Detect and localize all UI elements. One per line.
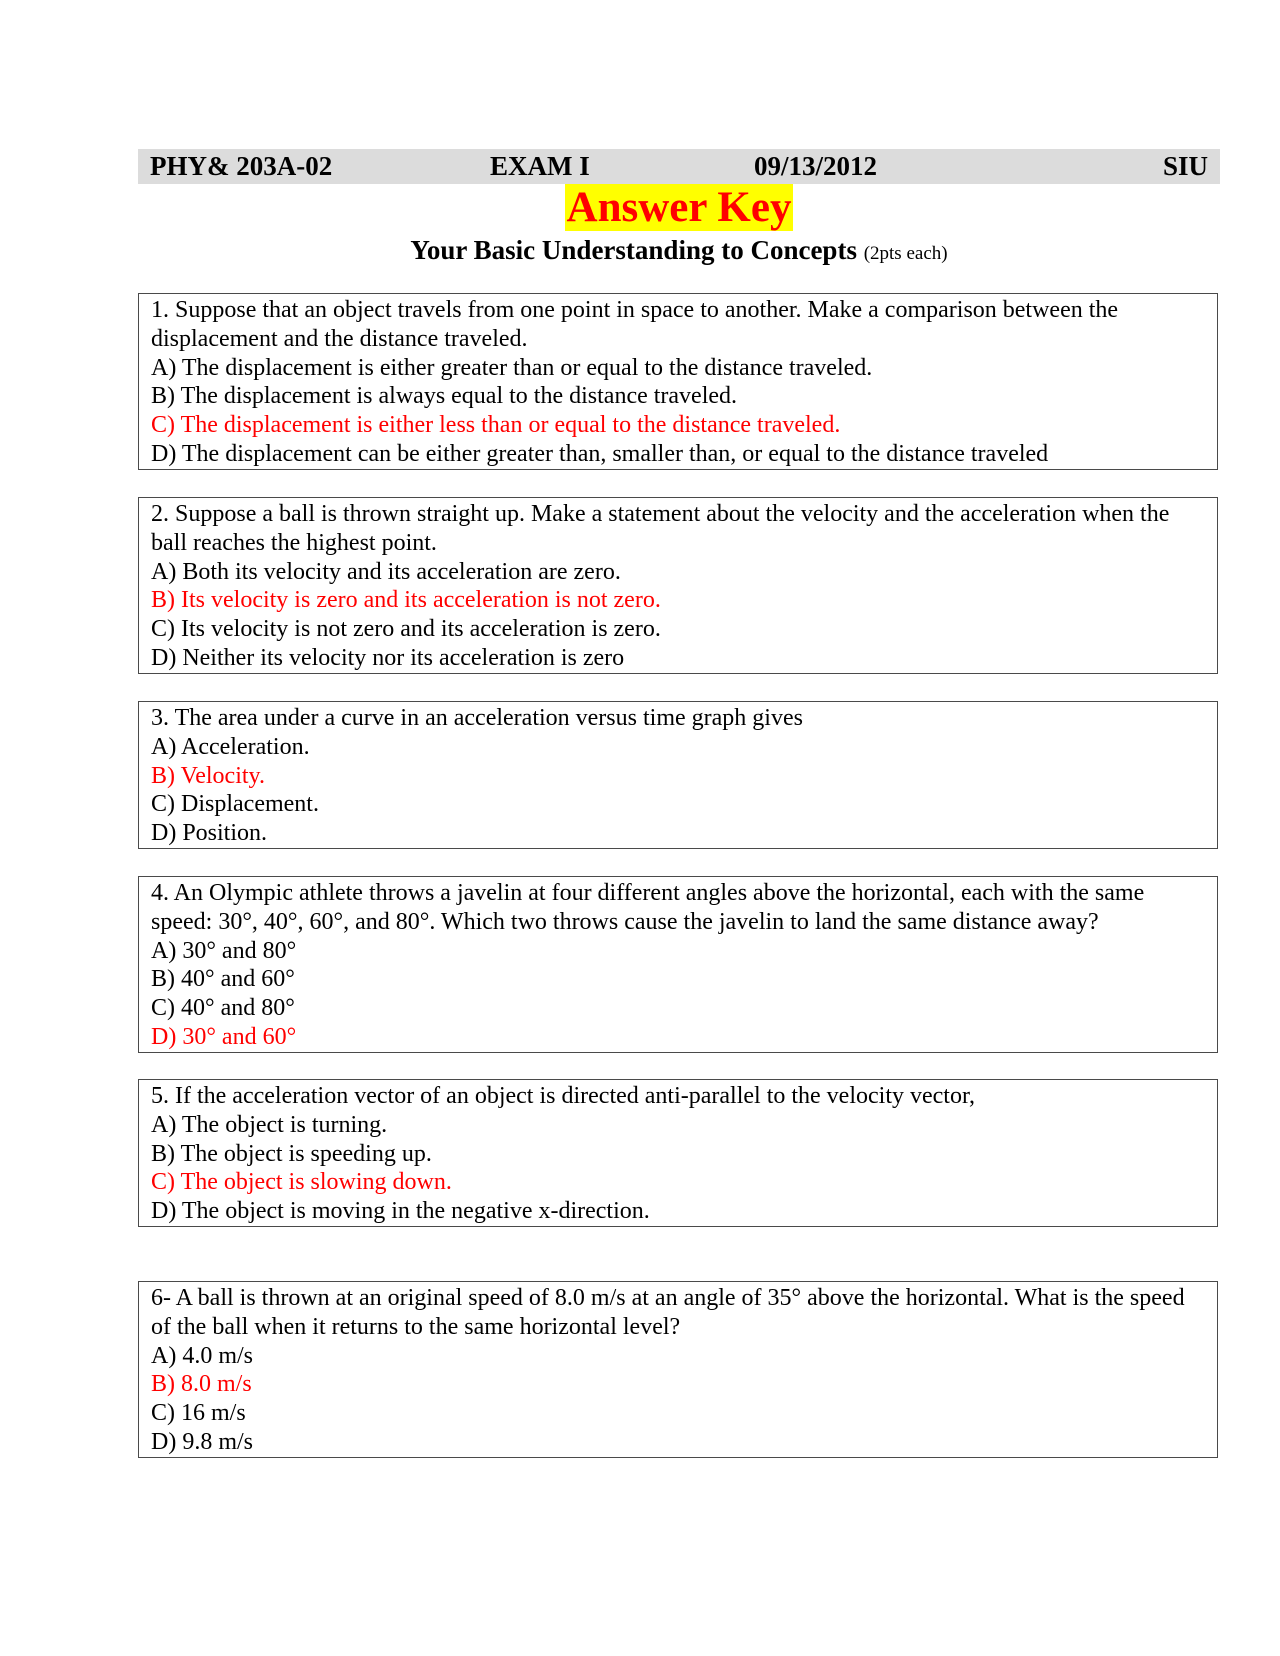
option-c-correct: C) The displacement is either less than or equal to the distance traveled. (151, 412, 841, 439)
option-a: A) Both its velocity and its acceleration are zero. (151, 558, 621, 585)
exam-date: 09/13/2012 (754, 151, 878, 181)
question-4 (138, 876, 1218, 1053)
option-b-correct: B) Its velocity is zero and its acceleration is not zero. (151, 587, 661, 614)
option-c: C) 40° and 80° (151, 995, 295, 1022)
option-a: A) The object is turning. (151, 1111, 388, 1138)
school-name: SIU (1162, 151, 1208, 181)
option-d: D) Neither its velocity nor its acceleration is zero (151, 644, 625, 671)
question-2 (138, 497, 1218, 674)
question-stem: 5. If the acceleration vector of an object is directed anti-parallel to the velocity vector, (151, 1083, 975, 1109)
question-6 (138, 1281, 1218, 1458)
option-d: D) 9.8 m/s (151, 1428, 253, 1455)
option-a: A) The displacement is either greater than or equal to the distance traveled. (151, 354, 873, 381)
section-subtitle (0, 234, 1280, 270)
option-d: D) The displacement can be either greater than, smaller than, or equal to the distance traveled (151, 440, 1049, 467)
question-stem: 3. The area under a curve in an acceleration versus time graph gives (151, 705, 803, 731)
option-c: C) Its velocity is not zero and its acceleration is zero. (151, 616, 661, 643)
option-a: A) 30° and 80° (151, 937, 297, 964)
option-d: D) The object is moving in the negative x-direction. (151, 1198, 650, 1225)
subtitle-text: Your Basic Understanding to Concepts (410, 235, 857, 265)
option-a: A) 4.0 m/s (151, 1342, 253, 1369)
option-c: C) Displacement. (151, 791, 319, 818)
question-stem: 2. Suppose a ball is thrown straight up. Make a statement about the velocity and the acceleration when the ball reaches the highest point. (151, 501, 1170, 556)
question-stem: 1. Suppose that an object travels from one point in space to another. Make a comparison between the displacement and the distance traveled. (151, 297, 1119, 352)
points-note: (2pts each) (863, 243, 948, 264)
option-c: C) 16 m/s (151, 1400, 246, 1427)
option-b-correct: B) 8.0 m/s (151, 1371, 252, 1398)
answer-key-label: Answer Key (566, 184, 792, 231)
option-c-correct: C) The object is slowing down. (151, 1169, 452, 1196)
exam-header-bar (138, 149, 1220, 184)
question-3 (138, 701, 1218, 849)
option-a: A) Acceleration. (151, 733, 310, 760)
option-b-correct: B) Velocity. (151, 762, 265, 789)
answer-key-heading (0, 184, 1280, 232)
question-5 (138, 1079, 1218, 1227)
course-code: PHY& 203A-02 (150, 151, 333, 181)
option-d: D) Position. (151, 820, 268, 847)
question-stem: 4. An Olympic athlete throws a javelin at four different angles above the horizontal, each with the same speed: 30°, 40°, 60°, and 80°. Which two throws cause the javelin to land the same distance away? (151, 880, 1145, 935)
question-1 (138, 293, 1218, 470)
option-b: B) The object is speeding up. (151, 1140, 432, 1167)
option-b: B) 40° and 60° (151, 966, 295, 993)
exam-title: EXAM I (490, 151, 590, 181)
option-d-correct: D) 30° and 60° (151, 1023, 297, 1050)
question-stem: 6- A ball is thrown at an original speed of 8.0 m/s at an angle of 35° above the horizontal. What is the speed of the ball when it returns to the same horizontal level? (151, 1285, 1185, 1340)
option-b: B) The displacement is always equal to the distance traveled. (151, 383, 738, 410)
